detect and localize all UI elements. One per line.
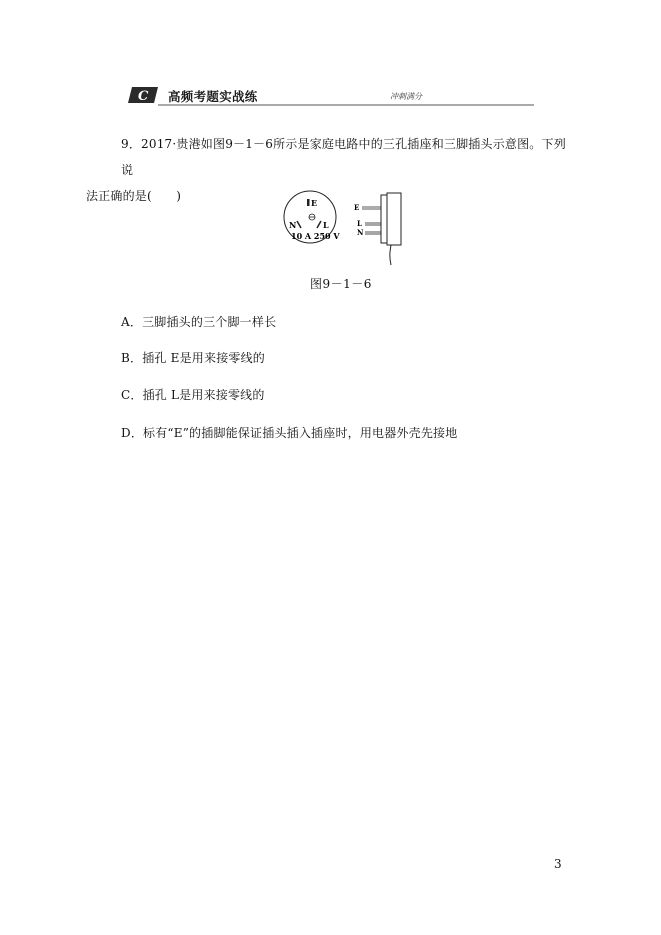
plug-label-l: L (357, 219, 362, 228)
three-hole-socket (284, 191, 340, 243)
figure-caption: 图9－1－6 (310, 277, 372, 291)
option-b: B．插孔 E是用来接零线的 (121, 351, 265, 365)
question-line-1: 9．2017·贵港如图9－1－6所示是家庭电路中的三孔插座和三脚插头示意图。下列说 (121, 137, 566, 177)
section-subtitle: 冲刺满分 (390, 92, 422, 101)
logo-letter: C (138, 89, 149, 104)
section-logo-icon (128, 86, 158, 104)
socket-rating: 10 A 250 V (291, 231, 340, 241)
option-a: A．三脚插头的三个脚一样长 (121, 315, 277, 329)
page-number: 3 (554, 857, 562, 871)
question-line-2: 法正确的是( ) (86, 189, 182, 203)
socket-plug-figure (283, 188, 408, 268)
socket-label-e: E (311, 198, 318, 208)
header-underline (158, 104, 534, 106)
section-header (128, 86, 422, 106)
socket-label-l: L (323, 220, 329, 230)
option-c: C．插孔 L是用来接零线的 (121, 388, 265, 402)
plug-label-e: E (354, 203, 360, 212)
three-pin-plug (354, 193, 401, 265)
plug-label-n: N (357, 228, 364, 237)
option-d: D．标有“E”的插脚能保证插头插入插座时，用电器外壳先接地 (121, 426, 458, 440)
section-title: 高频考题实战练 (168, 89, 258, 104)
socket-label-n: N (289, 220, 297, 230)
